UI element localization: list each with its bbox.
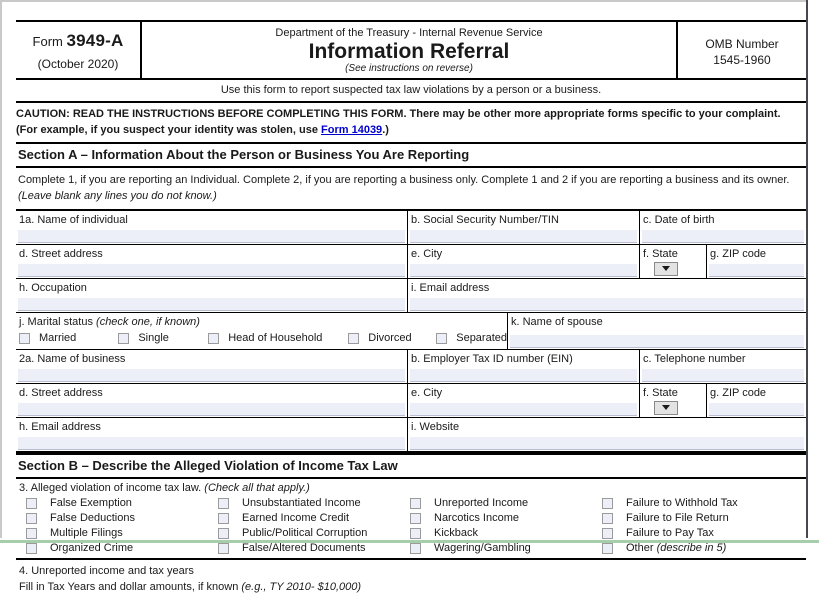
violation-failure-to-file-return[interactable] [602, 511, 794, 526]
section-a-instructions [16, 168, 806, 209]
violation-multiple-filings[interactable] [26, 526, 218, 541]
checkbox-icon[interactable] [602, 528, 613, 539]
violation-column-4 [602, 496, 794, 556]
form-word: Form [32, 34, 63, 49]
form-14039-link[interactable]: Form 14039 [321, 123, 383, 136]
occupation-input[interactable] [18, 298, 405, 311]
field-ein[interactable] [408, 350, 640, 383]
violation-other-hint: (describe in 5) [656, 542, 727, 555]
field-ssn-tin[interactable] [408, 211, 640, 244]
violation-label: Failure to Pay Tax [626, 527, 714, 540]
marital-status-options [19, 332, 507, 344]
viewport-right-edge [806, 0, 819, 543]
violation-label: Earned Income Credit [242, 512, 349, 525]
caution-line-1: CAUTION: READ THE INSTRUCTIONS BEFORE COMPLETING THIS FORM. There may be other more appropriate forms specific to your complaint. [16, 108, 781, 120]
checkbox-icon[interactable] [602, 543, 613, 554]
website-input[interactable] [410, 437, 804, 450]
item3-label-text: 3. Alleged violation of income tax law. [19, 481, 205, 494]
field-street-address-individual[interactable] [16, 245, 408, 278]
checkbox-icon[interactable] [26, 513, 37, 524]
violation-label: Public/Political Corruption [242, 527, 368, 540]
email-individual-input[interactable] [410, 298, 804, 311]
section-a-header: Section A – Information About the Person or Business You Are Reporting [16, 142, 806, 168]
checkbox-icon[interactable] [410, 543, 421, 554]
violation-column-2 [218, 496, 410, 556]
violation-label: Kickback [434, 527, 479, 540]
checkbox-icon[interactable] [26, 543, 37, 554]
section-a-field-grid [16, 209, 806, 453]
marital-option-label: Single [138, 332, 169, 345]
violation-organized-crime[interactable] [26, 541, 218, 556]
caution-notice [16, 103, 806, 142]
field-label: b. Employer Tax ID number (EIN) [411, 352, 573, 365]
violation-narcotics-income[interactable] [410, 511, 602, 526]
field-name-of-individual[interactable] [16, 211, 408, 244]
field-label: k. Name of spouse [511, 315, 603, 328]
field-email-business[interactable] [16, 418, 408, 451]
field-state-business[interactable] [640, 384, 707, 417]
field-label: h. Email address [19, 420, 101, 433]
checkbox-icon[interactable] [410, 513, 421, 524]
field-label: g. ZIP code [710, 247, 767, 260]
violation-false-deductions[interactable] [26, 511, 218, 526]
zip-business-input[interactable] [709, 403, 804, 416]
item4-line-1: 4. Unreported income and tax years [19, 564, 194, 577]
viewport-left-edge [0, 0, 5, 543]
field-occupation[interactable] [16, 279, 408, 312]
marital-option-single[interactable] [118, 332, 208, 344]
checkbox-icon[interactable] [410, 528, 421, 539]
state-business-dropdown[interactable] [654, 401, 678, 415]
field-name-of-business[interactable] [16, 350, 408, 383]
field-label: i. Email address [411, 281, 490, 294]
violation-unreported-income[interactable] [410, 496, 602, 511]
field-row-2d [16, 384, 806, 418]
chevron-down-icon [662, 266, 670, 271]
marital-option-divorced[interactable] [348, 332, 436, 344]
field-telephone-number[interactable] [640, 350, 806, 383]
item4-line-2-hint: (e.g., TY 2010- $10,000) [241, 581, 362, 594]
field-label: g. ZIP code [710, 386, 767, 399]
name-of-business-input[interactable] [18, 369, 405, 382]
section-b-header: Section B – Describe the Alleged Violation of Income Tax Law [16, 453, 806, 479]
caution-line-2-prefix: (For example, if you suspect your identity was stolen, use [16, 123, 322, 136]
violation-label: Failure to File Return [626, 512, 729, 525]
field-website[interactable] [408, 418, 806, 451]
field-label: h. Occupation [19, 281, 87, 294]
omb-number: 1545-1960 [713, 53, 771, 68]
violation-label: Multiple Filings [50, 527, 123, 540]
name-of-individual-input[interactable] [18, 230, 405, 243]
field-street-address-business[interactable] [16, 384, 408, 417]
violation-label: Unreported Income [434, 497, 529, 510]
form-revision-date: (October 2020) [37, 57, 119, 71]
chevron-down-icon [662, 405, 670, 410]
field-label: c. Date of birth [643, 213, 715, 226]
field-city-individual[interactable] [408, 245, 640, 278]
violation-label: Wagering/Gambling [434, 542, 531, 555]
violation-label: Failure to Withhold Tax [626, 497, 738, 510]
violation-kickback[interactable] [410, 526, 602, 541]
violation-failure-to-pay-tax[interactable] [602, 526, 794, 541]
form-purpose-line: Use this form to report suspected tax law violations by a person or a business. [16, 80, 806, 103]
checkbox-icon[interactable] [218, 513, 229, 524]
item4-block [16, 558, 806, 596]
checkbox-icon[interactable] [410, 498, 421, 509]
marital-option-label: Head of Household [228, 332, 323, 345]
field-label: f. State [643, 247, 678, 260]
checkbox-icon[interactable] [19, 333, 30, 344]
checkbox-icon[interactable] [436, 333, 447, 344]
violation-other-text: Other [626, 542, 657, 555]
field-label: 1a. Name of individual [19, 213, 128, 226]
marital-status-hint: (check one, if known) [96, 315, 200, 328]
marital-option-head-of-household[interactable] [208, 332, 348, 344]
caution-line-2-suffix: .) [382, 123, 389, 136]
checkbox-icon[interactable] [208, 333, 219, 344]
item3-label [16, 479, 806, 496]
violation-public-political-corruption[interactable] [218, 526, 410, 541]
field-label: d. Street address [19, 247, 103, 260]
marital-status-label [19, 316, 507, 329]
field-row-1a [16, 211, 806, 245]
violation-earned-income-credit[interactable] [218, 511, 410, 526]
violation-checkbox-grid [16, 496, 806, 558]
violation-label: False Exemption [50, 497, 132, 510]
field-row-1j [16, 313, 806, 350]
item3-hint: (Check all that apply.) [204, 481, 310, 494]
field-label: e. City [411, 247, 443, 260]
checkbox-icon[interactable] [602, 498, 613, 509]
violation-unsubstantiated-income[interactable] [218, 496, 410, 511]
form-title: Information Referral [308, 40, 510, 63]
checkbox-icon[interactable] [26, 498, 37, 509]
caution-line-2 [16, 123, 806, 139]
field-label: 2a. Name of business [19, 352, 126, 365]
street-address-individual-input[interactable] [18, 264, 405, 277]
state-individual-dropdown[interactable] [654, 262, 678, 276]
checkbox-icon[interactable] [218, 528, 229, 539]
field-label: i. Website [411, 420, 460, 433]
masthead-title-block [142, 22, 678, 78]
violation-false-exemption[interactable] [26, 496, 218, 511]
field-name-of-spouse[interactable] [508, 313, 806, 349]
form-identity-line [16, 31, 140, 51]
field-label: d. Street address [19, 386, 103, 399]
violation-column-3 [410, 496, 602, 556]
violation-other-label [626, 542, 726, 554]
violation-false-altered-documents[interactable] [218, 541, 410, 556]
marital-option-label: Separated [456, 332, 507, 345]
omb-label: OMB Number [705, 37, 779, 51]
street-address-business-input[interactable] [18, 403, 405, 416]
marital-option-label: Married [39, 332, 77, 345]
field-email-individual[interactable] [408, 279, 806, 312]
zip-individual-input[interactable] [709, 264, 804, 277]
checkbox-icon[interactable] [26, 528, 37, 539]
marital-status-label-text: j. Marital status [19, 315, 97, 328]
city-individual-input[interactable] [410, 264, 637, 277]
violation-label: Organized Crime [50, 542, 134, 555]
field-marital-status [16, 313, 508, 349]
field-zip-individual[interactable] [707, 245, 806, 278]
email-business-input[interactable] [18, 437, 405, 450]
marital-option-separated[interactable] [436, 332, 507, 344]
omb-block [678, 22, 806, 78]
field-zip-business[interactable] [707, 384, 806, 417]
checkbox-icon[interactable] [602, 513, 613, 524]
item4-line-2-text: Fill in Tax Years and dollar amounts, if known [19, 581, 242, 594]
field-date-of-birth[interactable] [640, 211, 806, 244]
field-label: e. City [411, 386, 443, 399]
checkbox-icon[interactable] [218, 498, 229, 509]
city-business-input[interactable] [410, 403, 637, 416]
name-of-spouse-input[interactable] [510, 335, 804, 348]
date-of-birth-input[interactable] [642, 230, 804, 243]
checkbox-icon[interactable] [218, 543, 229, 554]
field-state-individual[interactable] [640, 245, 707, 278]
field-label: b. Social Security Number/TIN [411, 213, 559, 226]
ssn-tin-input[interactable] [410, 230, 637, 243]
violation-failure-to-withhold-tax[interactable] [602, 496, 794, 511]
violation-column-1 [26, 496, 218, 556]
form-3949a-page [16, 20, 806, 594]
ein-input[interactable] [410, 369, 637, 382]
field-row-1h [16, 279, 806, 313]
telephone-number-input[interactable] [642, 369, 804, 382]
violation-label: False/Altered Documents [242, 542, 366, 555]
checkbox-icon[interactable] [348, 333, 359, 344]
field-city-business[interactable] [408, 384, 640, 417]
masthead-form-identity [16, 22, 142, 78]
form-subtitle: (See instructions on reverse) [345, 62, 473, 74]
checkbox-icon[interactable] [118, 333, 129, 344]
issuing-department: Department of the Treasury - Internal Revenue Service [275, 27, 543, 39]
violation-label: Unsubstantiated Income [242, 497, 361, 510]
marital-option-married[interactable] [19, 332, 118, 344]
section-a-instruction-line-2: (Leave blank any lines you do not know.) [18, 190, 217, 203]
form-masthead [16, 20, 806, 80]
violation-other[interactable] [602, 541, 794, 556]
field-label: f. State [643, 386, 678, 399]
field-label: c. Telephone number [643, 352, 746, 365]
field-row-1d [16, 245, 806, 279]
section-a-instruction-line-1: Complete 1, if you are reporting an Individual. Complete 2, if you are reporting a business only. Complete 1 and 2 if you are reporting a business and its owner. [18, 173, 790, 186]
item4-line-2 [19, 579, 806, 596]
field-row-2h [16, 418, 806, 453]
form-number: 3949-A [66, 31, 124, 50]
violation-label: False Deductions [50, 512, 135, 525]
marital-option-label: Divorced [368, 332, 412, 345]
violation-wagering-gambling[interactable] [410, 541, 602, 556]
violation-label: Narcotics Income [434, 512, 519, 525]
viewport-top-edge [0, 0, 819, 5]
field-row-2a [16, 350, 806, 384]
